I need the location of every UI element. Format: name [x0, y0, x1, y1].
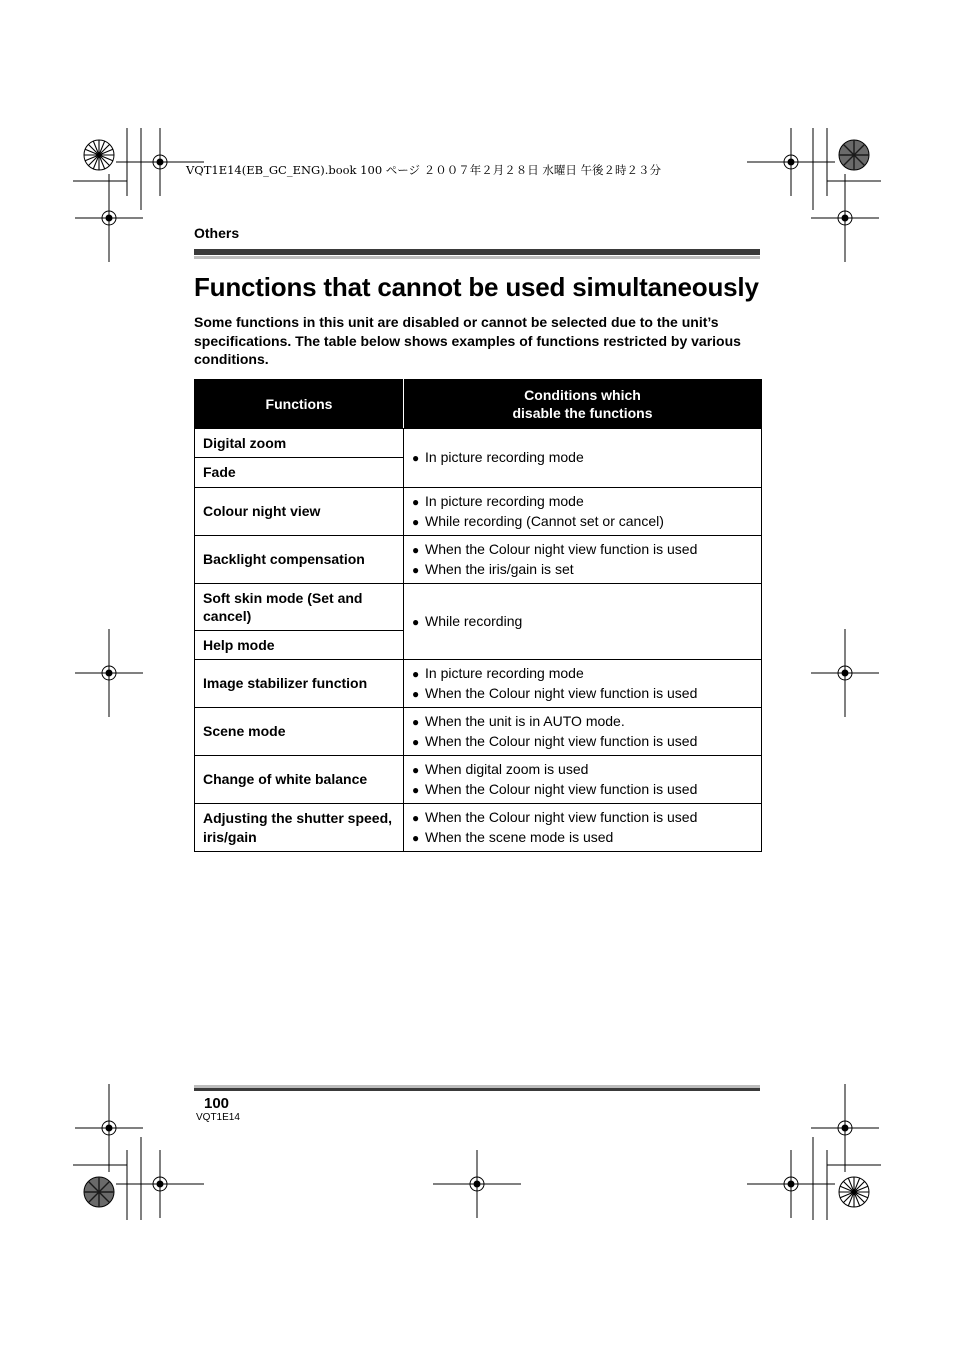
conditions-cell [404, 584, 762, 660]
bullet-icon: ● [412, 451, 420, 466]
condition-text: In picture recording mode [425, 493, 584, 509]
table-row [195, 804, 762, 852]
table-row [195, 756, 762, 804]
condition-text: When the unit is in AUTO mode. [425, 713, 625, 729]
header-conditions: Conditions which disable the functions [404, 380, 762, 429]
condition-item [412, 808, 753, 828]
condition-item [412, 560, 753, 580]
table-header-row [195, 380, 762, 429]
condition-item [412, 492, 753, 512]
page-number: 100 [204, 1095, 230, 1112]
condition-text: When the Colour night view function is used [425, 809, 698, 825]
bullet-icon: ● [412, 686, 420, 701]
table-body [195, 429, 762, 852]
condition-text: While recording [425, 612, 523, 629]
condition-text: When the Colour night view function is used [425, 732, 698, 749]
condition-text: When the iris/gain is set [425, 560, 574, 577]
bullet-icon: ● [412, 614, 420, 629]
bullet-icon: ● [412, 715, 420, 729]
model-code: VQT1E14 [196, 1112, 240, 1123]
bullet-icon: ● [412, 514, 420, 529]
condition-text: When the Colour night view function is used [425, 780, 698, 797]
conditions-cell [404, 804, 762, 852]
page-title: Functions that cannot be used simultaneously [194, 272, 759, 302]
conditions-cell [404, 488, 762, 536]
bullet-icon: ● [412, 811, 420, 825]
bullet-icon: ● [412, 495, 420, 509]
condition-text: In picture recording mode [425, 449, 584, 466]
condition-item [412, 828, 753, 848]
function-cell: Image stabilizer function [195, 660, 404, 708]
restrictions-table [194, 379, 762, 852]
condition-item [412, 540, 753, 560]
function-cell: Adjusting the shutter speed, iris/gain [195, 804, 404, 852]
table-row [195, 660, 762, 708]
bullet-icon: ● [412, 543, 420, 557]
top-rule [194, 249, 760, 255]
function-cell: Help mode [195, 631, 404, 660]
section-label: Others [194, 225, 240, 241]
conditions-cell [404, 708, 762, 756]
bullet-icon: ● [412, 830, 420, 845]
condition-item [412, 712, 753, 732]
condition-item [412, 684, 753, 704]
condition-item [412, 512, 753, 532]
function-cell: Backlight compensation [195, 536, 404, 584]
bullet-icon: ● [412, 562, 420, 577]
table-row [195, 488, 762, 536]
function-cell: Colour night view [195, 488, 404, 536]
print-header: VQT1E14(EB_GC_ENG).book 100 ページ ２００７年２月２８日 水曜日 午後２時２３分 [186, 163, 662, 177]
bullet-icon: ● [412, 763, 420, 777]
condition-item [412, 732, 753, 752]
conditions-cell [404, 536, 762, 584]
condition-text: In picture recording mode [425, 665, 584, 681]
intro-paragraph: Some functions in this unit are disabled or cannot be selected due to the unit’s specifications. The table below shows examples of functions restricted by various conditions. [194, 314, 741, 367]
function-cell: Soft skin mode (Set and cancel) [195, 584, 404, 631]
conditions-cell [404, 756, 762, 804]
bullet-icon: ● [412, 782, 420, 797]
condition-text: When digital zoom is used [425, 761, 589, 777]
condition-item [412, 612, 753, 632]
table-row [195, 536, 762, 584]
table-row [195, 584, 762, 631]
bottom-rule [194, 1088, 760, 1091]
condition-text: While recording (Cannot set or cancel) [425, 512, 664, 529]
function-cell: Fade [195, 458, 404, 488]
condition-text: When the scene mode is used [425, 828, 614, 845]
conditions-cell [404, 429, 762, 488]
condition-text: When the Colour night view function is used [425, 541, 698, 557]
table-row [195, 708, 762, 756]
function-cell: Digital zoom [195, 429, 404, 458]
header-functions: Functions [195, 380, 404, 429]
table-row [195, 429, 762, 458]
condition-text: When the Colour night view function is used [425, 684, 698, 701]
bullet-icon: ● [412, 667, 420, 681]
condition-item [412, 448, 753, 468]
function-cell: Change of white balance [195, 756, 404, 804]
function-cell: Scene mode [195, 708, 404, 756]
bullet-icon: ● [412, 734, 420, 749]
top-rule-shade [194, 256, 760, 259]
condition-item [412, 760, 753, 780]
conditions-cell [404, 660, 762, 708]
condition-item [412, 780, 753, 800]
condition-item [412, 664, 753, 684]
